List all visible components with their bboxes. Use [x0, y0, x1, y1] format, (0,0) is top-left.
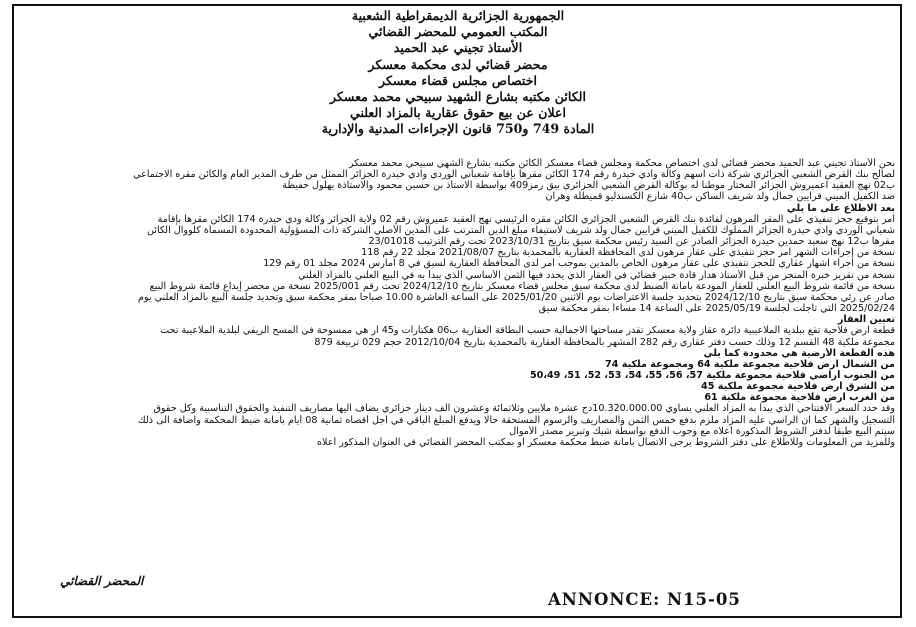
body-line: نسخة من اجراء اشهار عقاري للحجز تنفيذي على عقار مرهون الخاص بالمدين بموجب امر لدى المحافظة العقارية لسيق في 8 امارس 2024 مجلد 01 رقم 129 — [263, 258, 895, 270]
body-line: هذه القطعة الأرضية هي محدودة كما يلي — [703, 347, 895, 359]
body-line: قطعة ارض فلاحية تقع ببلدية الملاعيبية دائرة عقاز ولاية معسكر تقدر مساحتها الاجمالية حسب البطاقة العقارية ب06 هكتارات و45 ار هي ممسوحة في المسح الريفي لبلدية الملاعيبة تحت — [160, 325, 895, 337]
signature-label: المحضر القضائي — [60, 574, 144, 588]
body-line: بعد الاطلاع على ما يلي — [786, 202, 895, 214]
body-line: نسخة من إجراءات الشهر امر حجز تنفيذي على عقار مرهون لدى المحافظة العقارية بالمحمدية بتاريخ 2021/08/07 مجلد 22 رقم 118 — [361, 247, 895, 259]
body-line: نسخة من تقرير خبرة المنجز من قبل الأستاذ هدار قادة خبير قضائي في العقار الذي يحدد فيها الثمن الأساسي الذي يبدأ به في البيع العلني بالمزاد العلني — [298, 269, 895, 281]
body-line: نسخة من قائمة شروط البيع العلني للعقار المودعة بأمانة الضبط لدى محكمة سيق مجلس قضاء معسكر بتاريخ 2024/12/10 تحت رقم 2025/001 نسخة من محضر إيداع قائمة شروط البيع — [149, 280, 895, 292]
body-line: من الغرب ارض فلاحية مجموعة ملكية 61 — [704, 392, 895, 404]
body-line: 2025/02/24 التي تأجلت لجلسة 2025/05/19 على الساعة 14 مساءا بمقر محكمة سيق — [538, 303, 895, 315]
header-line: الكائن مكتبه بشارع الشهيد سبيحي محمد معسكر — [329, 89, 587, 105]
body-line: ب02 نهج العقيد اعميروش الجزائر المختار موطنا له بوكالة القرض الشعبي الجزائري بيق رمز409 بواسطة الاستاذ بن حسين محمود والاستاذة بهلول حفيظة — [282, 180, 895, 192]
body-line: مجموعة ملكية 48 القسم 12 وذلك حسب دفتر عقاري رقم 282 المشهر بالمحافظة العقارية بالمحمدية بتاريخ 2012/10/04 حجم 029 تربيعة 879 — [314, 336, 895, 348]
body-line: نحن الأستاذ تجيني عبد الحميد محضر قضائي لدى اختصاص محكمة ومجلس قضاء معسكر الكائن مكتبه بشارع الشهي سبيحي محمد معسكر — [348, 158, 895, 169]
document-header — [20, 8, 896, 138]
body-line: صادر عن رئي محكمة سيق بتاريخ 2024/12/10 بتحديد جلسة الاعتراضات يوم الاثنين 2025/01/20 على الساعة العاشرة 10.00 صباحا بمقر محكمة سيق وتحديد جلسة البيع بالمزاد العلني يوم — [138, 291, 895, 303]
header-line: اختصاص مجلس قضاء معسكر — [379, 72, 537, 88]
body-line: وقد حدد السعر الافتتاحي الذي يبدأ به المزاد العلني يساوي 10.320.000.00دج عشرة ملايين وثلاثمائة وعشرون الف دينار جزائري يضاف اليها مصاريف التنفيذ والحقوق التناسبية وكل حقوق — [153, 403, 895, 415]
body-line: لصالح بنك القرض الشعبي الجزائري شركة ذات اسهم وكالة وادي حيدرة رقم 174 الكائن مقرها بإقامة شعباني الوردي وادي حيدرة الجزائر الممثل من طرف المدير العام والكائن مقره الاجتماعي — [133, 169, 895, 181]
header-line: الجمهورية الجزائرية الديمقراطية الشعبية — [351, 8, 565, 23]
header-line: المكتب العمومي للمحضر القضائي — [368, 24, 548, 40]
body-line: من الجنوب أراضي فلاحية مجموعة ملكية 57، 56، 55، 54، 53، 52، 51، 50،49 — [530, 369, 895, 381]
header-line: محضر قضائي لدى محكمة معسكر — [368, 56, 548, 72]
body-line: وللمزيد من المعلومات وللاطلاع على دفتر الشروط يرجى الاتصال بأمانة ضبط محكمة معسكر او بمكتب المحضر القضائي في العنوان المذكور أعلاه — [317, 436, 895, 448]
header-line: المادة 749 و750 قانون الإجراءات المدنية والإدارية — [321, 121, 595, 137]
body-line: من الشمال ارض فلاحية مجموعة ملكية 64 ومجموعة ملكية 74 — [605, 358, 895, 370]
document-body — [22, 158, 895, 448]
body-line: من الشرق ارض فلاحية مجموعة ملكية 45 — [701, 381, 895, 393]
body-line: سيتم البيع طبقا لدفتر الشروط المذكورة أعلاه مع وجوب الدفع بواسطة شيك وتبرير مصدر الأموال — [509, 425, 895, 437]
body-line: امر بتوقيع حجز تنفيذي على المقر المرهون لفائدة بنك القرض الشعبي الجزائري الكائن مقره الرئيسي نهج العقيد عميروش رقم 02 ولاية الجزائر وكالة ودي حيدرة 174 الكائن مقرها بإقامة — [157, 213, 895, 225]
body-line: شعباني الوردي وادي حيدرة الجزائر المملوك للكفيل الميني قرايين جمال ولد شريف لاستيفاء مبلغ الدين المترتب على المدين الأصلي الشركة ذات المسؤولية المحدودة المسماة كلووال الكائن — [146, 224, 895, 236]
body-line: تعيين العقار — [837, 314, 895, 326]
annonce-number: ANNONCE: N15-05 — [548, 590, 741, 609]
body-line: ضد الكفيل الميني قرايين جمال ولد شريف الساكن ب40 شارع الكسندليو قميطلة وهران — [545, 191, 895, 203]
header-line: الأستاذ تجيني عبد الحميد — [393, 40, 523, 56]
body-line: مقرها ب12 نهج سعيد حمدين حيدرة الجزائر الصادر عن السيد رئيس محكمة سيق بتاريخ 2023/10/31 تحت رقم الترتيب 23/01018 — [368, 236, 895, 248]
body-line: التسجيل والشهر كما ان الراسي عليه المزاد ملزم بدفع خمس الثمن والمصاريف والرسوم المستحقة حالا ويدفع المبلغ الباقي في اجل أقصاه ثمانية 08 أيام بأمانة ضبط المحكمة واضافة الى ذلك — [137, 414, 895, 426]
header-line: اعلان عن بيع حقوق عقارية بالمزاد العلني — [349, 105, 567, 121]
